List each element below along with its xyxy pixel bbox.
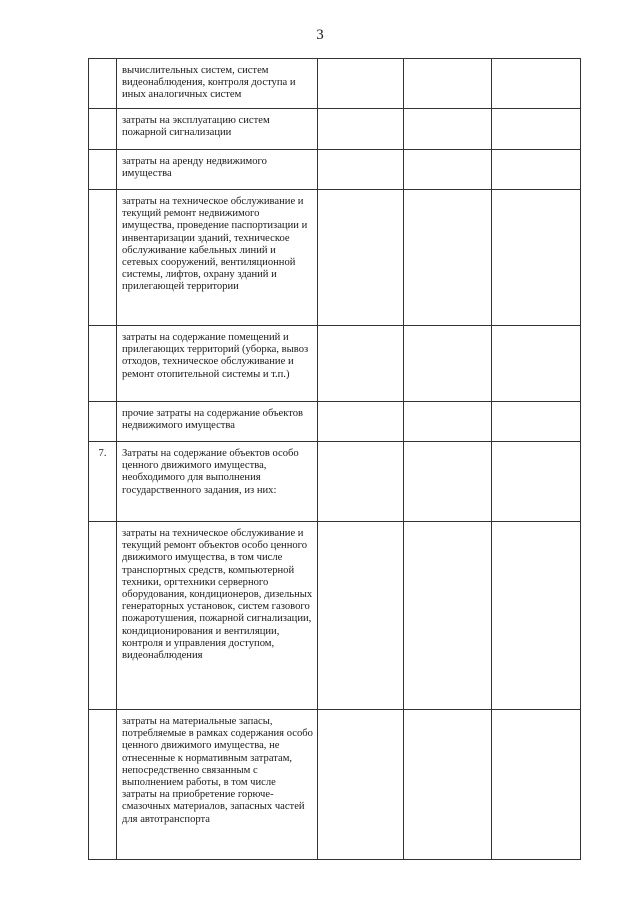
value-cell <box>318 710 404 860</box>
value-cell <box>492 109 581 150</box>
value-cell <box>318 150 404 190</box>
value-cell <box>492 59 581 109</box>
value-cell <box>404 109 492 150</box>
value-cell <box>318 442 404 522</box>
table-row <box>89 522 581 710</box>
row-number <box>89 190 117 326</box>
value-cell <box>318 522 404 710</box>
row-number <box>89 150 117 190</box>
row-description: затраты на аренду недвижимого имущества <box>117 150 318 190</box>
value-cell <box>404 442 492 522</box>
value-cell <box>492 326 581 402</box>
row-description: затраты на содержание помещений и прилегающих территорий (уборка, вывоз отходов, техническое обслуживание и ремонт отопительной системы и т.п.) <box>117 326 318 402</box>
value-cell <box>492 402 581 442</box>
value-cell <box>318 326 404 402</box>
table-row <box>89 150 581 190</box>
table-row <box>89 59 581 109</box>
table-row <box>89 109 581 150</box>
value-cell <box>404 190 492 326</box>
row-description: вычислительных систем, систем видеонаблюдения, контроля доступа и иных аналогичных систем <box>117 59 318 109</box>
expense-table <box>88 58 581 860</box>
value-cell <box>492 522 581 710</box>
table-row <box>89 402 581 442</box>
row-description: Затраты на содержание объектов особо ценного движимого имущества, необходимого для выполнения государственного задания, из них: <box>117 442 318 522</box>
value-cell <box>318 109 404 150</box>
value-cell <box>318 59 404 109</box>
value-cell <box>404 710 492 860</box>
row-description: затраты на техническое обслуживание и текущий ремонт недвижимого имущества, проведение паспортизации и инвентаризации зданий, техническое обслуживание кабельных линий и сетевых сооружений, вентиляционной системы, лифтов, охрану зданий и прилегающей территории <box>117 190 318 326</box>
value-cell <box>404 150 492 190</box>
value-cell <box>492 442 581 522</box>
value-cell <box>492 190 581 326</box>
row-number <box>89 710 117 860</box>
row-description: затраты на техническое обслуживание и текущий ремонт объектов особо ценного движимого имущества, в том числе транспортных средств, компьютерной техники, оргтехники серверного оборудования, кондиционеров, дизельных генераторных установок, систем газового пожаротушения, пожарной сигнализации, кондиционирования и вентиляции, контроля и управления доступом, видеонаблюдения <box>117 522 318 710</box>
value-cell <box>318 190 404 326</box>
table-row <box>89 326 581 402</box>
table-row <box>89 710 581 860</box>
row-number <box>89 402 117 442</box>
row-description: затраты на материальные запасы, потребляемые в рамках содержания особо ценного движимого имущества, не отнесенные к нормативным затратам, непосредственно связанным с выполнением работы, в том числе затраты на приобретение горюче-смазочных материалов, запасных частей для автотранспорта <box>117 710 318 860</box>
row-number <box>89 522 117 710</box>
row-number <box>89 59 117 109</box>
value-cell <box>318 402 404 442</box>
row-description: прочие затраты на содержание объектов недвижимого имущества <box>117 402 318 442</box>
row-number <box>89 109 117 150</box>
row-description: затраты на эксплуатацию систем пожарной сигнализации <box>117 109 318 150</box>
table-row <box>89 190 581 326</box>
value-cell <box>404 522 492 710</box>
value-cell <box>492 150 581 190</box>
value-cell <box>404 326 492 402</box>
page-number: 3 <box>316 27 324 43</box>
value-cell <box>404 59 492 109</box>
row-number <box>89 326 117 402</box>
table-row <box>89 442 581 522</box>
row-number: 7. <box>89 442 117 522</box>
value-cell <box>404 402 492 442</box>
value-cell <box>492 710 581 860</box>
